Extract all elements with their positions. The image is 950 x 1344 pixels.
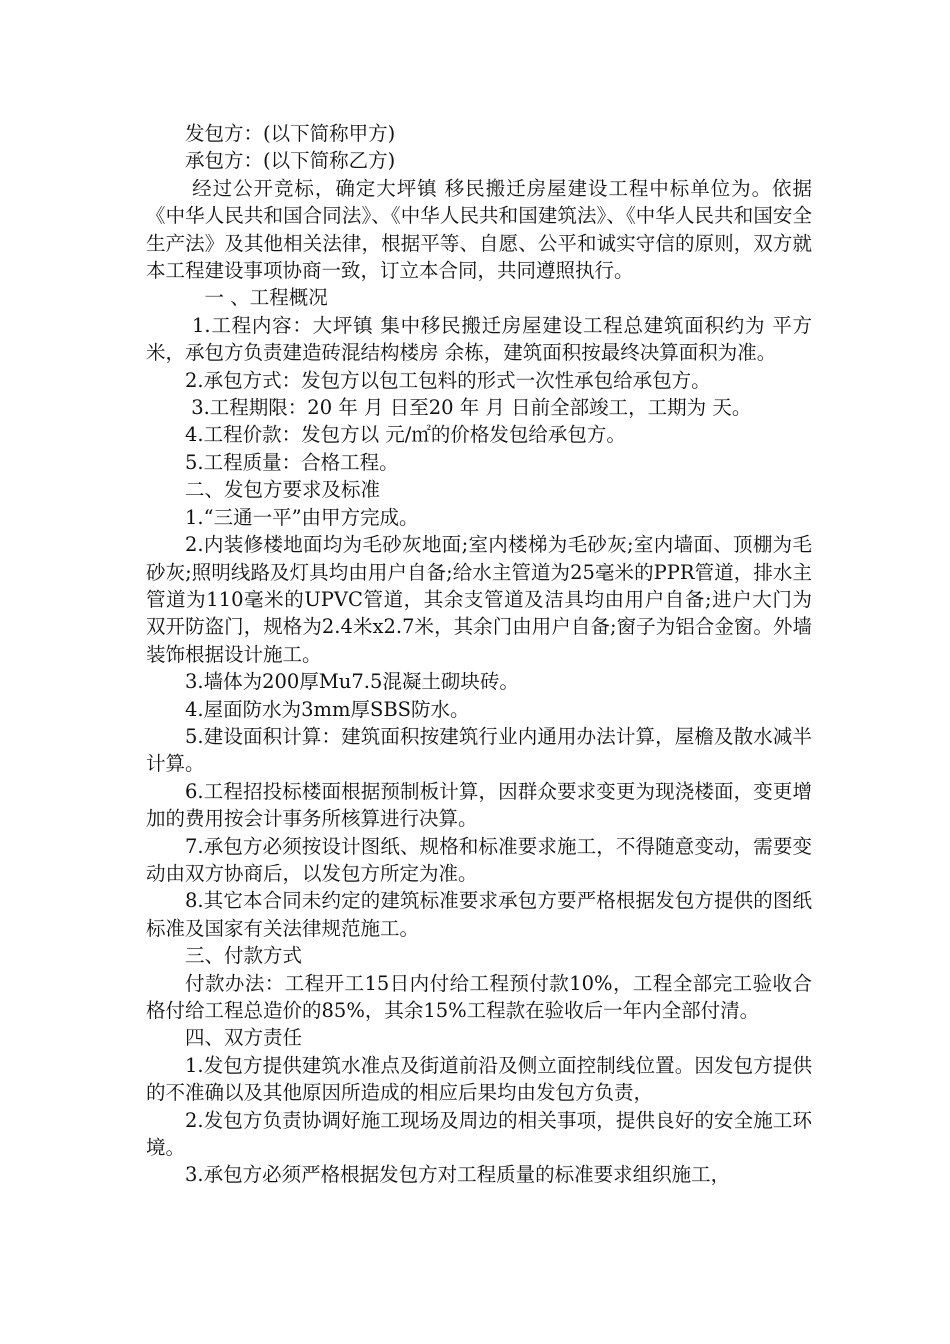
clause-2-8: 8.其它本合同未约定的建筑标准要求承包方要严格根据发包方提供的图纸标准及国家有关法律规范施工。 <box>146 889 812 940</box>
document-body <box>146 120 812 1189</box>
clause-1-1: 1.工程内容：大坪镇 集中移民搬迁房屋建设工程总建筑面积约为 平方米，承包方负责建造砖混结构楼房 余栋，建筑面积按最终决算面积为准。 <box>146 313 812 365</box>
party-b-line: 承包方：(以下简称乙方) <box>185 149 396 173</box>
section-heading-2: 二、发包方要求及标准 <box>185 478 381 502</box>
section-heading-4: 四、双方责任 <box>185 1026 303 1050</box>
clause-2-3: 3.墙体为200厚Mu7.5混凝土砌块砖。 <box>185 670 519 694</box>
clause-2-1: 1.“三通一平”由甲方完成。 <box>185 505 419 529</box>
preamble-paragraph: 经过公开竞标，确定大坪镇 移民搬迁房屋建设工程中标单位为。依据《中华人民共和国合同法》、《中华人民共和国建筑法》、《中华人民共和国安全生产法》及其他相关法律，根据平等、自愿、公平和诚实守信的原则，双方就本工程建设事项协商一致，订立本合同，共同遵照执行。 <box>146 176 812 283</box>
clause-1-5: 5.工程质量：合格工程。 <box>185 450 399 474</box>
clause-2-7: 7.承包方必须按设计图纸、规格和标准要求施工，不得随意变动，需要变动由双方协商后，以发包方所定为准。 <box>146 834 812 885</box>
clause-4-1: 1.发包方提供建筑水准点及街道前沿及侧立面控制线位置。因发包方提供的不准确以及其他原因所造成的相应后果均由发包方负责， <box>146 1053 812 1105</box>
clause-2-6: 6.工程招投标楼面根据预制板计算，因群众要求变更为现浇楼面，变更增加的费用按会计事务所核算进行决算。 <box>146 779 812 831</box>
clause-1-4: 4.工程价款：发包方以 元/㎡的价格发包给承包方。 <box>185 423 626 447</box>
section-heading-3: 三、付款方式 <box>185 944 303 968</box>
clause-2-4: 4.屋面防水为3mm厚SBS防水。 <box>185 697 470 721</box>
section-heading-1: 一 、工程概况 <box>204 286 328 310</box>
clause-1-2: 2.承包方式：发包方以包工包料的形式一次性承包给承包方。 <box>185 368 711 392</box>
clause-2-5: 5.建设面积计算：建筑面积按建筑行业内通用办法计算，屋檐及散水减半计算。 <box>146 724 812 776</box>
clause-2-2: 2.内装修楼地面均为毛砂灰地面;室内楼梯为毛砂灰;室内墙面、顶棚为毛砂灰;照明线路及灯具均由用户自备;给水主管道为25毫米的PPR管道，排水主管道为110毫米的UPVC管道，其余支管道及洁具均由用户自备;进户大门为双开防盗门，规格为2.4米x2.7米，其余门由用户自备;窗子为铝合金窗。外墙装饰根据设计施工。 <box>146 533 812 666</box>
party-a-line: 发包方：(以下简称甲方) <box>185 122 396 145</box>
clause-4-2: 2.发包方负责协调好施工现场及周边的相关事项，提供良好的安全施工环境。 <box>146 1108 812 1160</box>
clause-4-3: 3.承包方必须严格根据发包方对工程质量的标准要求组织施工， <box>185 1163 731 1187</box>
payment-clause: 付款办法：工程开工15日内付给工程预付款10%，工程全部完工验收合格付给工程总造价的85%，其余15%工程款在验收后一年内全部付清。 <box>146 971 812 1022</box>
clause-1-3: 3.工程期限：20 年 月 日至20 年 月 日前全部竣工，工期为 天。 <box>185 396 752 420</box>
